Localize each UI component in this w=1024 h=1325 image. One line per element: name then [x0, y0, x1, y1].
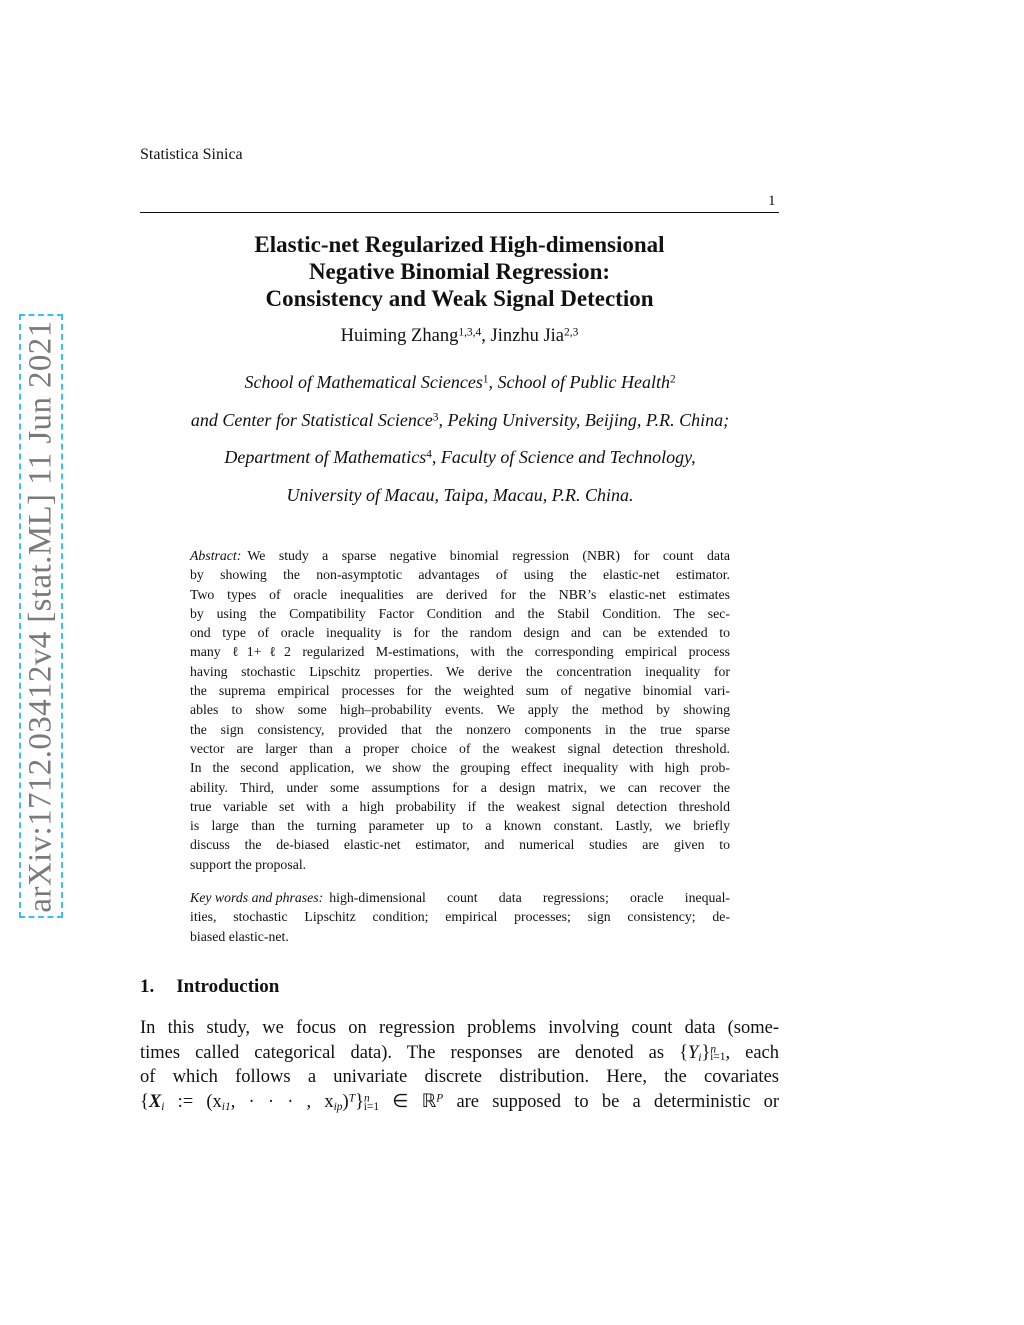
body-text-span: := (x — [164, 1091, 222, 1112]
abstract-line: is large than the turning parameter up to a known constant. Lastly, we briefly — [190, 818, 730, 834]
abstract-line: vector are larger than a proper choice of the weakest signal detection threshold. — [190, 740, 730, 756]
keywords-label: Key words and phrases: — [190, 890, 324, 905]
math-superscript: P — [436, 1092, 444, 1105]
abstract-line: ond type of oracle inequality is for the random design and can be extended to — [190, 625, 730, 641]
affiliation-line — [110, 439, 810, 477]
body-text-span: } — [701, 1042, 711, 1063]
body-text-span: times called categorical data). The responses are denoted as { — [140, 1042, 688, 1063]
author-separator: , — [481, 326, 491, 346]
math-subscript: i=1 — [363, 1100, 380, 1113]
affiliation-line — [110, 364, 810, 402]
math-superscript: n — [710, 1042, 717, 1055]
affiliation-text: University of Macau, Taipa, Macau, P.R. China. — [286, 484, 634, 505]
body-text-span: , · · · , x — [230, 1091, 334, 1112]
arxiv-identifier: arXiv:1712.03412v4 [stat.ML] 11 Jun 2021 — [22, 319, 59, 913]
abstract-line: by using the Compatibility Factor Condition and the Stabil Condition. The sec- — [190, 605, 730, 621]
math-subscript: i=1 — [710, 1051, 726, 1064]
abstract-line: having stochastic Lipschitz properties. We derive the concentration inequality for — [190, 663, 730, 679]
body-text-span: are supposed to be a deterministic or — [456, 1091, 780, 1112]
affiliation-text: Department of Mathematics — [224, 447, 427, 467]
section-heading — [140, 976, 279, 998]
introduction-text — [140, 1016, 779, 1114]
keywords — [190, 888, 730, 946]
body-text-span: ∈ ℝ — [379, 1091, 437, 1112]
author-name: Huiming Zhang — [340, 326, 459, 346]
title-line: Negative Binomial Regression: — [308, 259, 611, 284]
abstract-line: many ℓ1+ℓ2 regularized M-estimations, with the corresponding empirical process — [190, 644, 730, 660]
page-number: 1 — [768, 193, 776, 209]
body-line: of which follows a univariate discrete distribution. Here, the covariates — [140, 1067, 779, 1088]
abstract-line: discuss the de-biased elastic-net estimator, and numerical studies are given to — [190, 837, 730, 853]
math-subscript: i1 — [221, 1100, 231, 1113]
keywords-text: high-dimensional count data regressions; oracle inequal- — [329, 890, 730, 905]
keywords-line — [190, 888, 730, 907]
paper-title — [140, 231, 779, 312]
math-subscript: i — [161, 1100, 165, 1113]
abstract-line: by showing the non-asymptotic advantages of using the elastic-net estimator. — [190, 567, 730, 583]
affiliation-text: , Peking University, Beijing, P.R. China; — [438, 409, 730, 430]
journal-name: Statistica Sinica — [140, 146, 243, 163]
affiliation-text: , Faculty of Science and Technology, — [431, 447, 696, 467]
body-text-span: , each — [725, 1042, 779, 1063]
math-superscript: n — [363, 1092, 370, 1105]
math-subscript: ip — [333, 1100, 343, 1113]
math-variable: X — [148, 1091, 162, 1112]
keywords-line: biased elastic-net. — [190, 928, 289, 944]
abstract-line: the suprema empirical processes for the weighted sum of negative binomial vari- — [190, 683, 730, 699]
math-subscript: i — [698, 1051, 702, 1064]
body-line — [140, 1090, 779, 1115]
affiliation-text: School of Mathematical Sciences — [244, 372, 483, 392]
abstract-line: ability. Third, under some assumptions for a design matrix, we can recover the — [190, 779, 730, 795]
section-title: Introduction — [176, 976, 280, 997]
math-variable: Y — [687, 1042, 699, 1063]
body-text-span: { — [140, 1091, 149, 1112]
affiliation-marker: 3 — [432, 410, 439, 423]
abstract-line — [190, 546, 730, 565]
abstract-text: We study a sparse negative binomial regression (NBR) for count data — [247, 548, 730, 563]
abstract-line: In the second application, we show the grouping effect inequality with high prob- — [190, 760, 730, 776]
affiliation-text: , School of Public Health — [488, 372, 670, 392]
header-rule — [140, 212, 779, 213]
authors — [140, 326, 779, 347]
body-text-span: } — [355, 1091, 364, 1112]
section-number: 1. — [140, 976, 155, 997]
keywords-line: ities, stochastic Lipschitz condition; empirical processes; sign consistency; de- — [190, 909, 730, 925]
body-text-span: ) — [342, 1091, 349, 1112]
abstract — [190, 546, 730, 874]
arxiv-stamp — [19, 314, 63, 918]
abstract-line: Two types of oracle inequalities are derived for the NBR’s elastic-net estimates — [190, 586, 730, 602]
body-line: In this study, we focus on regression problems involving count data (some- — [140, 1018, 779, 1038]
math-superscript: T — [348, 1092, 356, 1105]
affiliations — [110, 364, 810, 514]
affiliation-line — [110, 402, 810, 440]
abstract-line: true variable set with a high probability if the weakest signal detection threshold — [190, 798, 730, 814]
affiliation-line — [110, 477, 810, 515]
abstract-label: Abstract: — [190, 548, 242, 563]
author-name: Jinzhu Jia — [490, 326, 564, 346]
title-line: Consistency and Weak Signal Detection — [265, 286, 654, 311]
affiliation-marker: 4 — [426, 448, 432, 461]
abstract-line: ables to show some high–probability events. We apply the method by showing — [190, 702, 730, 718]
abstract-line: the sign consistency, provided that the nonzero components in the true sparse — [190, 721, 730, 737]
author-affil-marker: 1,3,4 — [458, 326, 482, 339]
affiliation-text: and Center for Statistical Science — [190, 409, 433, 430]
affiliation-marker: 1 — [482, 373, 489, 386]
body-line — [140, 1041, 779, 1066]
abstract-line: support the proposal. — [190, 856, 307, 872]
title-line: Elastic-net Regularized High-dimensional — [254, 232, 665, 257]
affiliation-marker: 2 — [669, 373, 676, 386]
author-affil-marker: 2,3 — [564, 326, 579, 339]
